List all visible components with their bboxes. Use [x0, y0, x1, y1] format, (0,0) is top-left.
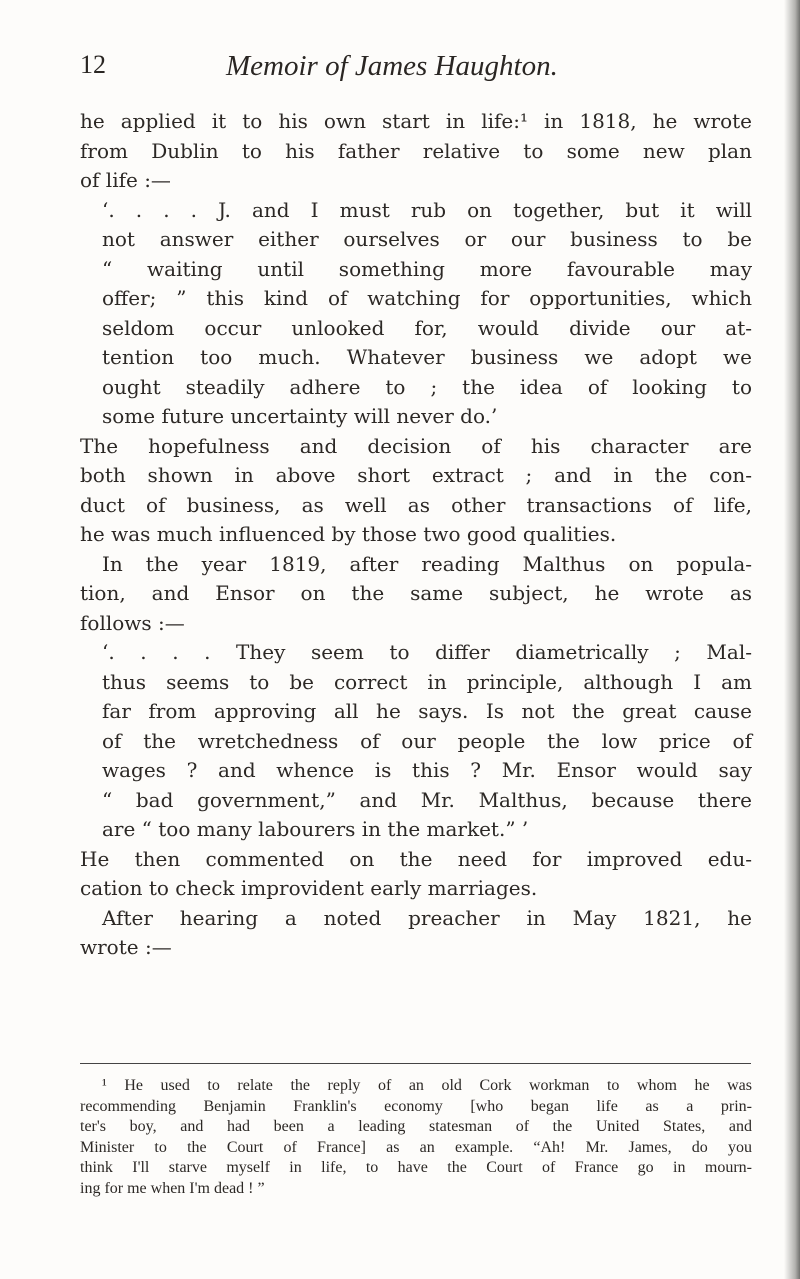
footnote-line: Minister to the Court of France] as an example. “Ah! Mr. James, do you [80, 1138, 752, 1156]
page-number: 12 [80, 50, 106, 79]
text-line: he applied it to his own start in life:¹ in 1818, he wrote [80, 109, 752, 133]
page-edge-shadow [784, 0, 800, 1279]
text-line: far from approving all he says. Is not the great cause [102, 699, 752, 723]
footnotes [80, 1076, 752, 1199]
text-line: thus seems to be correct in principle, although I am [102, 669, 752, 694]
text-line: In the year 1819, after reading Malthus on popula- [102, 551, 752, 576]
text-line: ‘. . . . J. and I must rub on together, but it will [102, 197, 752, 222]
body-text [80, 107, 752, 963]
text-line: from Dublin to his father relative to some new plan [80, 138, 752, 163]
text-line: are “ too many labourers in the market.” ’ [102, 817, 529, 841]
text-line: he was much influenced by those two good qualities. [80, 522, 617, 546]
text-line: some future uncertainty will never do.’ [102, 404, 498, 428]
footnote-divider [80, 1063, 751, 1064]
running-title: Memoir of James Haughton. [226, 50, 558, 82]
footnote-line: ter's boy, and had been a leading statesman of the United States, and [80, 1118, 752, 1135]
text-line: of life :— [80, 168, 171, 192]
text-line: of the wretchedness of our people the low price of [102, 728, 752, 753]
text-line: “ waiting until something more favourable may [102, 256, 752, 281]
text-line: “ bad government,” and Mr. Malthus, because there [102, 787, 752, 812]
text-line: ought steadily adhere to ; the idea of looking to [102, 374, 752, 399]
text-line: not answer either ourselves or our business to be [102, 227, 752, 251]
text-line: wrote :— [80, 935, 172, 959]
page-header [76, 50, 746, 90]
text-line: ‘. . . . They seem to differ diametrically ; Mal- [102, 640, 752, 664]
text-line: wages ? and whence is this ? Mr. Ensor would say [102, 758, 752, 782]
text-line: both shown in above short extract ; and in the con- [80, 463, 752, 487]
footnote-line: ing for me when I'm dead ! ” [80, 1179, 265, 1197]
text-line: duct of business, as well as other transactions of life, [80, 492, 752, 517]
text-line: offer; ” this kind of watching for opportunities, which [102, 286, 752, 310]
text-line: tention too much. Whatever business we adopt we [102, 345, 752, 369]
footnote-line: think I'll starve myself in life, to have the Court of France go in mourn- [80, 1159, 752, 1176]
footnote-line: recommending Benjamin Franklin's economy [who began life as a prin- [80, 1097, 752, 1115]
text-line: cation to check improvident early marriages. [80, 876, 538, 900]
text-line: seldom occur unlooked for, would divide our at- [102, 315, 752, 340]
text-line: follows :— [80, 610, 185, 635]
text-line: The hopefulness and decision of his character are [80, 433, 752, 458]
text-line: tion, and Ensor on the same subject, he wrote as [80, 581, 752, 605]
footnote-line: ¹ He used to relate the reply of an old Cork workman to whom he was [102, 1077, 752, 1094]
text-line: After hearing a noted preacher in May 1821, he [102, 905, 752, 930]
text-line: He then commented on the need for improved edu- [80, 846, 752, 871]
